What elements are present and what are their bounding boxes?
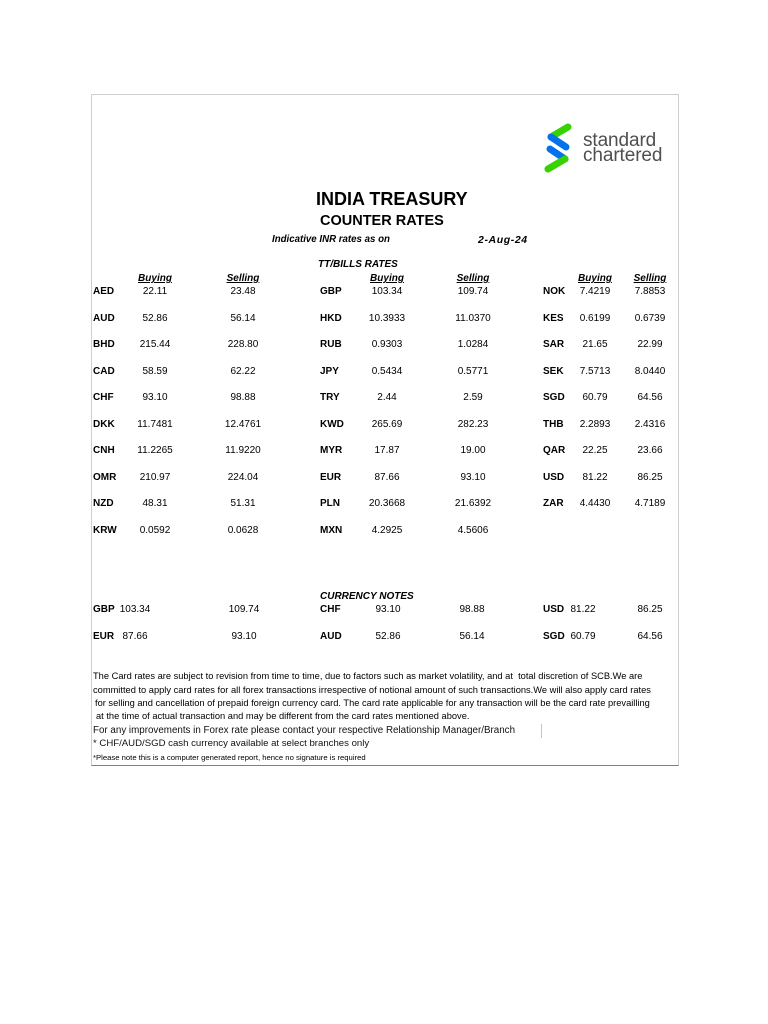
currency-code: NOK bbox=[543, 286, 566, 297]
logo-stripe-lower-green bbox=[548, 159, 565, 169]
buying-rate: 2.2893 bbox=[579, 418, 611, 430]
buying-rate: 20.3668 bbox=[368, 498, 406, 510]
selling-rate: 282.23 bbox=[457, 418, 489, 430]
card-rates-note-line: at the time of actual transaction and may be different from the card rates mentioned above. bbox=[96, 711, 470, 721]
buying-rate: 48.31 bbox=[142, 498, 168, 510]
currency-code: ZAR bbox=[543, 498, 564, 510]
currency-code: RUB bbox=[320, 339, 342, 351]
currency-code: DKK bbox=[93, 418, 115, 430]
buying-rate: 81.22 bbox=[582, 471, 608, 483]
buying-rate: 81.22 bbox=[570, 604, 596, 615]
rates-as-on-label: Indicative INR rates as on bbox=[272, 234, 390, 245]
buying-rate: 52.86 bbox=[142, 312, 168, 324]
rate-row bbox=[0, 472, 768, 484]
buying-rate: 87.66 bbox=[374, 471, 400, 483]
buying-rate: 60.79 bbox=[582, 392, 608, 404]
selling-rate: 2.4316 bbox=[634, 418, 666, 430]
selling-rate: 7.8853 bbox=[634, 286, 666, 297]
currency-code: AUD bbox=[320, 631, 342, 642]
currency-code: EUR bbox=[320, 471, 342, 483]
card-rates-note-line: committed to apply card rates for all forex transactions irrespective of notional amount of such transactions.We will also apply card rates bbox=[93, 685, 651, 695]
currency-code: BHD bbox=[93, 339, 115, 351]
buying-rate: 17.87 bbox=[374, 445, 400, 457]
selling-rate: 11.0370 bbox=[455, 312, 491, 324]
page-subtitle: COUNTER RATES bbox=[320, 213, 444, 229]
rate-row bbox=[0, 604, 768, 616]
currency-code: USD bbox=[543, 604, 565, 615]
selling-rate: 109.74 bbox=[228, 604, 260, 615]
buying-rate: 11.2265 bbox=[137, 445, 173, 457]
disclaimer-note: *Please note this is a computer generated report, hence no signature is required bbox=[93, 753, 366, 762]
rate-row bbox=[0, 392, 768, 404]
rate-row bbox=[0, 366, 768, 378]
buying-rate: 4.2925 bbox=[371, 525, 403, 536]
selling-rate: 19.00 bbox=[460, 445, 486, 457]
buying-rate: 0.0592 bbox=[139, 525, 171, 536]
currency-code: AED bbox=[93, 286, 115, 297]
buying-rate: 215.44 bbox=[139, 339, 171, 351]
buying-rate: 7.4219 bbox=[579, 286, 611, 297]
currency-code: KWD bbox=[320, 418, 344, 430]
selling-rate: 23.66 bbox=[637, 445, 663, 457]
buying-rate: 2.44 bbox=[377, 392, 397, 404]
buying-rate: 10.3933 bbox=[368, 312, 406, 324]
selling-rate: 1.0284 bbox=[457, 339, 489, 351]
logo-wordmark-line-2: chartered bbox=[583, 145, 663, 166]
logo-wordmark bbox=[583, 130, 663, 166]
currency-code: GBP bbox=[320, 286, 342, 297]
rate-row bbox=[0, 313, 768, 325]
selling-rate: 0.5771 bbox=[457, 365, 489, 377]
column-header-buying: Buying bbox=[138, 273, 172, 284]
currency-code: SEK bbox=[543, 365, 564, 377]
rate-row bbox=[0, 419, 768, 431]
buying-rate: 0.9303 bbox=[371, 339, 403, 351]
currency-code: SGD bbox=[543, 631, 565, 642]
selling-rate: 56.14 bbox=[459, 631, 485, 642]
buying-rate: 7.5713 bbox=[579, 365, 611, 377]
buying-rate: 103.34 bbox=[371, 286, 403, 297]
currency-code: MXN bbox=[320, 525, 343, 536]
currency-code: HKD bbox=[320, 312, 342, 324]
selling-rate: 11.9220 bbox=[225, 445, 261, 457]
buying-rate: 0.6199 bbox=[579, 312, 611, 324]
currency-code: GBP bbox=[93, 604, 115, 615]
buying-rate: 52.86 bbox=[375, 631, 401, 642]
buying-rate: 11.7481 bbox=[137, 418, 173, 430]
currency-code: PLN bbox=[320, 498, 340, 510]
currency-code: EUR bbox=[93, 631, 115, 642]
buying-rate: 93.10 bbox=[375, 604, 401, 615]
selling-rate: 21.6392 bbox=[454, 498, 492, 510]
selling-rate: 8.0440 bbox=[634, 365, 666, 377]
buying-rate: 265.69 bbox=[371, 418, 403, 430]
card-rates-note-line: The Card rates are subject to revision from time to time, due to factors such as market volatility, and at total discretion of SCB.We are bbox=[93, 671, 643, 681]
buying-rate: 22.11 bbox=[142, 286, 168, 297]
currency-code: CAD bbox=[93, 365, 115, 377]
rate-row bbox=[0, 498, 768, 510]
column-header-selling: Selling bbox=[633, 273, 667, 284]
column-header-selling: Selling bbox=[456, 273, 490, 284]
buying-rate: 87.66 bbox=[122, 631, 148, 642]
rate-row bbox=[0, 339, 768, 351]
selling-rate: 2.59 bbox=[463, 392, 483, 404]
currency-code: AUD bbox=[93, 312, 115, 324]
currency-code: CHF bbox=[93, 392, 114, 404]
selling-rate: 62.22 bbox=[230, 365, 256, 377]
currency-code: KRW bbox=[93, 525, 117, 536]
selling-rate: 12.4761 bbox=[224, 418, 262, 430]
selling-rate: 4.7189 bbox=[634, 498, 666, 510]
buying-rate: 21.65 bbox=[582, 339, 608, 351]
selling-rate: 93.10 bbox=[231, 631, 257, 642]
currency-code: QAR bbox=[543, 445, 566, 457]
selling-rate: 109.74 bbox=[457, 286, 489, 297]
logo-wordmark-line-1: standard bbox=[583, 130, 657, 151]
tt-bills-section-title: TT/BILLS RATES bbox=[318, 259, 398, 270]
selling-rate: 93.10 bbox=[460, 471, 486, 483]
currency-code: NZD bbox=[93, 498, 114, 510]
cell-divider bbox=[541, 724, 542, 738]
standard-chartered-logo-icon bbox=[540, 123, 576, 173]
buying-rate: 93.10 bbox=[142, 392, 168, 404]
selling-rate: 23.48 bbox=[230, 286, 256, 297]
contact-note: For any improvements in Forex rate please contact your respective Relationship Manager/Branch bbox=[93, 725, 516, 736]
currency-code: CNH bbox=[93, 445, 115, 457]
selling-rate: 86.25 bbox=[637, 604, 663, 615]
selling-rate: 98.88 bbox=[459, 604, 485, 615]
selling-rate: 98.88 bbox=[230, 392, 256, 404]
buying-rate: 210.97 bbox=[139, 471, 171, 483]
currency-code: SGD bbox=[543, 392, 565, 404]
currency-code: MYR bbox=[320, 445, 343, 457]
currency-code: THB bbox=[543, 418, 564, 430]
selling-rate: 56.14 bbox=[230, 312, 256, 324]
card-rates-note-line: for selling and cancellation of prepaid foreign currency card. The card rate applicable for any transaction will be the card rate prevailling bbox=[95, 698, 650, 708]
selling-rate: 0.0628 bbox=[227, 525, 259, 536]
buying-rate: 22.25 bbox=[582, 445, 608, 457]
logo-stripe-upper-blue bbox=[551, 137, 566, 147]
currency-code: USD bbox=[543, 471, 565, 483]
buying-rate: 4.4430 bbox=[579, 498, 611, 510]
rate-row bbox=[0, 525, 768, 537]
column-header-buying: Buying bbox=[578, 273, 612, 284]
selling-rate: 22.99 bbox=[637, 339, 663, 351]
selling-rate: 64.56 bbox=[637, 631, 663, 642]
rate-row bbox=[0, 286, 768, 298]
currency-notes-section-title: CURRENCY NOTES bbox=[320, 591, 414, 602]
rate-row bbox=[0, 631, 768, 643]
currency-code: SAR bbox=[543, 339, 565, 351]
selling-rate: 86.25 bbox=[637, 471, 663, 483]
buying-rate: 0.5434 bbox=[371, 365, 403, 377]
currency-code: KES bbox=[543, 312, 564, 324]
currency-code: OMR bbox=[93, 471, 117, 483]
column-header-buying: Buying bbox=[370, 273, 404, 284]
page-title: INDIA TREASURY bbox=[316, 189, 468, 209]
selling-rate: 4.5606 bbox=[457, 525, 489, 536]
buying-rate: 60.79 bbox=[570, 631, 596, 642]
selling-rate: 224.04 bbox=[227, 471, 259, 483]
selling-rate: 228.80 bbox=[227, 339, 259, 351]
selling-rate: 0.6739 bbox=[634, 312, 666, 324]
selling-rate: 51.31 bbox=[230, 498, 256, 510]
availability-note: * CHF/AUD/SGD cash currency available at select branches only bbox=[93, 738, 370, 749]
rates-date: 2-Aug-24 bbox=[478, 234, 528, 246]
rate-row bbox=[0, 445, 768, 457]
buying-rate: 103.34 bbox=[119, 604, 151, 615]
currency-code: CHF bbox=[320, 604, 341, 615]
currency-code: JPY bbox=[320, 365, 339, 377]
buying-rate: 58.59 bbox=[142, 365, 168, 377]
column-header-selling: Selling bbox=[226, 273, 260, 284]
currency-code: TRY bbox=[320, 392, 340, 404]
selling-rate: 64.56 bbox=[637, 392, 663, 404]
